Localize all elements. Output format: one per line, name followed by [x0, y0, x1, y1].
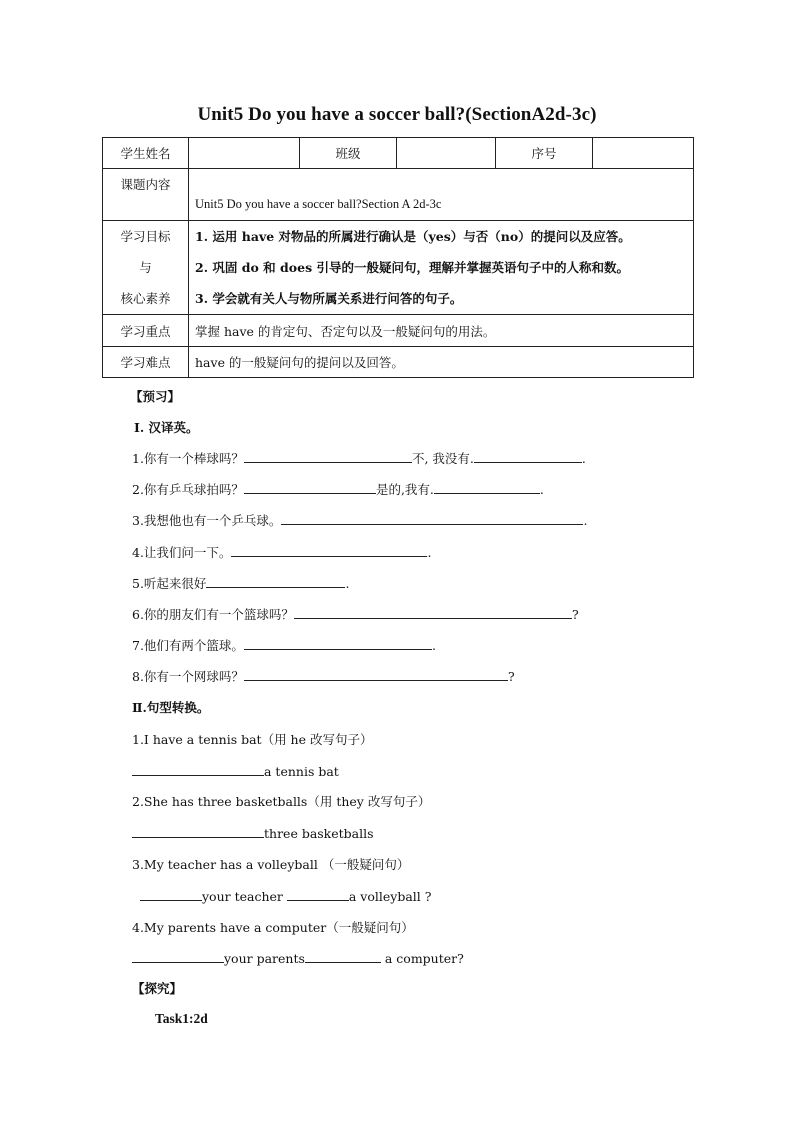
- item-prompt: 8.你有一个网球吗？: [132, 669, 244, 684]
- item-prompt: 5.听起来很好: [132, 576, 207, 591]
- answer-blank[interactable]: [132, 762, 264, 776]
- transform-answer-2: [132, 824, 374, 841]
- topic-label: 课题内容: [103, 169, 189, 221]
- item-prompt: 6.你的朋友们有一个篮球吗？: [132, 607, 294, 622]
- translate-item-4: [132, 543, 431, 561]
- translate-item-7: [132, 636, 436, 654]
- item-end: .: [539, 482, 544, 497]
- transform-answer-4: [132, 949, 464, 966]
- goal-item: 1. 运用 have 对物品的所属进行确认是（yes）与否（no）的提问以及应答。: [195, 229, 631, 244]
- student-name-label: 学生姓名: [103, 138, 189, 169]
- goals-label: [103, 221, 189, 315]
- translate-item-5: [132, 574, 349, 592]
- transform-question-4: 4.My parents have a computer（一般疑问句）: [132, 920, 414, 935]
- answer-text: your teacher: [202, 889, 283, 904]
- item-end: .: [581, 451, 586, 466]
- answer-blank[interactable]: [244, 636, 432, 650]
- answer-text: three basketballs: [264, 826, 374, 841]
- goal-item: 2. 巩固 do 和 does 引导的一般疑问句，理解并掌握英语句子中的人称和数。: [195, 260, 629, 275]
- part1-heading: Ⅰ. 汉译英。: [134, 420, 199, 435]
- page-title: Unit5 Do you have a soccer ball?(SectionA2d-3c): [197, 104, 597, 125]
- goals-list: [189, 221, 694, 315]
- answer-blank[interactable]: [305, 949, 381, 963]
- translate-item-1: [132, 449, 586, 467]
- key-label: 学习重点: [103, 315, 189, 347]
- answer-text: a computer?: [380, 951, 464, 966]
- task-label: Task1:2d: [155, 1011, 208, 1026]
- item-prompt: 是的,我有.: [375, 482, 434, 497]
- answer-blank[interactable]: [244, 667, 508, 681]
- answer-blank[interactable]: [231, 543, 427, 557]
- transform-question-1: 1.I have a tennis bat（用 he 改写句子）: [132, 732, 373, 747]
- key-value: 掌握 have 的肯定句、否定句以及一般疑问句的用法。: [189, 315, 694, 347]
- translate-item-8: [132, 667, 515, 685]
- item-prompt: 1.你有一个棒球吗？: [132, 451, 244, 466]
- goal-item: 3. 学会就有关人与物所属关系进行问答的句子。: [195, 291, 463, 306]
- item-prompt: 3.我想他也有一个乒乓球。: [132, 513, 282, 528]
- item-prompt: 2.你有乒乓球拍吗？: [132, 482, 244, 497]
- answer-blank[interactable]: [132, 824, 264, 838]
- answer-blank[interactable]: [294, 605, 572, 619]
- answer-blank[interactable]: [206, 574, 345, 588]
- difficulty-label: 学习难点: [103, 347, 189, 378]
- topic-value: Unit5 Do you have a soccer ball?Section A 2d-3c: [189, 169, 694, 221]
- student-name-field[interactable]: [189, 138, 300, 169]
- item-prompt: 7.他们有两个篮球。: [132, 638, 244, 653]
- transform-question-2: 2.She has three basketballs（用 they 改写句子）: [132, 794, 431, 809]
- part2-heading: Ⅱ.句型转换。: [132, 700, 210, 715]
- answer-blank[interactable]: [434, 480, 540, 494]
- answer-text: a volleyball ?: [348, 889, 432, 904]
- translate-item-3: [132, 511, 587, 529]
- answer-blank[interactable]: [244, 449, 412, 463]
- item-end: .: [427, 545, 432, 560]
- answer-text: a tennis bat: [264, 764, 339, 779]
- item-end: ?: [507, 669, 515, 684]
- item-prompt: 不, 我没有.: [411, 451, 474, 466]
- explore-heading: 【探究】: [132, 981, 183, 996]
- seq-field[interactable]: [593, 138, 694, 169]
- goals-label-line: 与: [139, 260, 152, 275]
- translate-item-6: [132, 605, 579, 623]
- preview-heading: 【预习】: [130, 389, 181, 404]
- answer-text: your parents: [224, 951, 305, 966]
- difficulty-value: have 的一般疑问句的提问以及回答。: [189, 347, 694, 378]
- info-table: [102, 137, 694, 378]
- item-prompt: 4.让我们问一下。: [132, 545, 232, 560]
- transform-answer-3: [140, 887, 431, 904]
- goals-label-line: 学习目标: [120, 229, 171, 244]
- answer-blank[interactable]: [287, 887, 349, 901]
- seq-label: 序号: [496, 138, 593, 169]
- answer-blank[interactable]: [474, 449, 582, 463]
- item-end: .: [583, 513, 588, 528]
- answer-blank[interactable]: [244, 480, 376, 494]
- item-end: .: [345, 576, 350, 591]
- answer-blank[interactable]: [140, 887, 202, 901]
- goals-label-line: 核心素养: [120, 291, 171, 306]
- transform-question-3: 3.My teacher has a volleyball （一般疑问句）: [132, 857, 410, 872]
- class-label: 班级: [300, 138, 397, 169]
- class-field[interactable]: [397, 138, 496, 169]
- answer-blank[interactable]: [132, 949, 224, 963]
- item-end: .: [431, 638, 436, 653]
- transform-answer-1: [132, 762, 339, 779]
- translate-item-2: [132, 480, 544, 498]
- item-end: ?: [571, 607, 579, 622]
- answer-blank[interactable]: [281, 511, 583, 525]
